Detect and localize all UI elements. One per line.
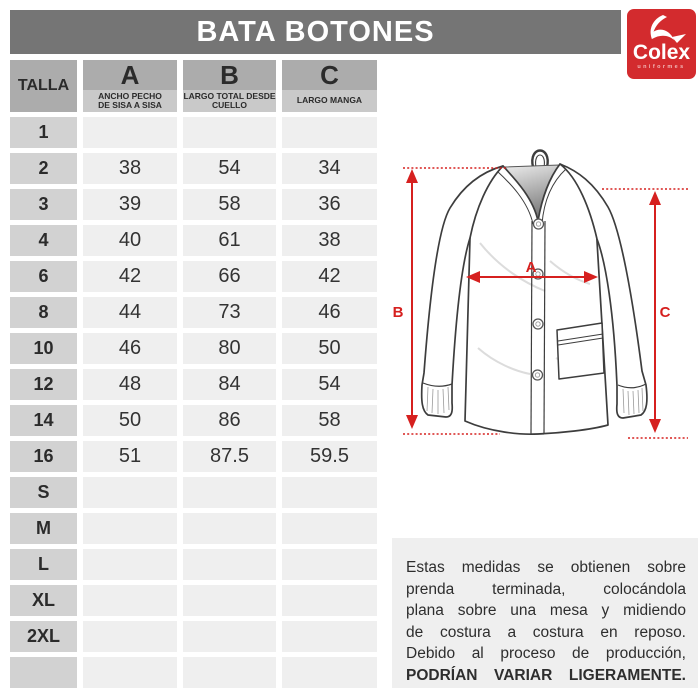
size-cell: 1 (10, 117, 77, 148)
pocket (557, 323, 604, 379)
column-letter-a: A (83, 60, 177, 90)
measure-cell-b (183, 477, 276, 508)
column-header-b (183, 60, 276, 112)
column-sublabel-b-line2: CUELLO (212, 100, 247, 110)
button (533, 319, 543, 329)
measure-cell-c: 38 (282, 225, 377, 256)
size-cell: S (10, 477, 77, 508)
measure-cell-a (83, 117, 177, 148)
note-line: de costura a costura en reposo. (406, 623, 686, 641)
measure-cell-b (183, 621, 276, 652)
garment-diagram (390, 133, 700, 455)
button (534, 219, 544, 229)
column-sublabel-c (282, 90, 377, 112)
measure-cell-b: 87.5 (183, 441, 276, 472)
size-cell: 16 (10, 441, 77, 472)
measure-cell-b: 58 (183, 189, 276, 220)
measure-arrow-b (406, 169, 418, 429)
measure-cell-b: 84 (183, 369, 276, 400)
measure-cell-c: 54 (282, 369, 377, 400)
measure-cell-c (282, 657, 377, 688)
measure-label-b: B (392, 304, 404, 321)
column-sublabel-a-line1: ANCHO PECHO (98, 90, 162, 101)
measure-cell-b (183, 513, 276, 544)
measure-cell-b (183, 657, 276, 688)
column-sublabel-c-line1: LARGO MANGA (296, 95, 363, 106)
measure-cell-b (183, 585, 276, 616)
note-line-emphasis: PODRÍAN VARIAR LIGERAMENTE. (406, 666, 686, 684)
column-letter-b: B (183, 60, 276, 90)
measure-cell-c (282, 477, 377, 508)
colex-logo (627, 9, 696, 79)
note-line: plana sobre una mesa y midiendo (406, 602, 686, 619)
title-bar (10, 10, 621, 54)
measure-cell-a (83, 657, 177, 688)
brand-tagline: uniformes (637, 64, 686, 70)
measure-cell-b (183, 117, 276, 148)
measure-cell-b: 86 (183, 405, 276, 436)
size-cell: 4 (10, 225, 77, 256)
size-cell: 14 (10, 405, 77, 436)
size-cell: 6 (10, 261, 77, 292)
measure-cell-b: 61 (183, 225, 276, 256)
measure-cell-b: 54 (183, 153, 276, 184)
size-cell (10, 657, 77, 688)
button (533, 370, 543, 380)
column-sublabel-b (183, 90, 276, 112)
measure-cell-a: 38 (83, 153, 177, 184)
size-cell: XL (10, 585, 77, 616)
measure-cell-c: 46 (282, 297, 377, 328)
measure-cell-c (282, 621, 377, 652)
size-cell: 8 (10, 297, 77, 328)
page-title: BATA BOTONES (196, 15, 435, 48)
measure-cell-b (183, 549, 276, 580)
measure-cell-c (282, 585, 377, 616)
measure-cell-a (83, 513, 177, 544)
column-sublabel-b-line1: LARGO TOTAL DESDE (183, 90, 276, 101)
measure-cell-b: 73 (183, 297, 276, 328)
size-cell: 3 (10, 189, 77, 220)
measure-cell-a: 44 (83, 297, 177, 328)
column-sublabel-a (83, 90, 177, 112)
column-letter-c: C (282, 60, 377, 90)
measure-cell-a: 51 (83, 441, 177, 472)
measure-cell-a: 46 (83, 333, 177, 364)
measure-cell-c: 34 (282, 153, 377, 184)
size-table (10, 60, 377, 688)
measure-cell-a (83, 621, 177, 652)
measure-cell-a: 39 (83, 189, 177, 220)
measure-cell-a: 48 (83, 369, 177, 400)
measure-cell-c (282, 117, 377, 148)
measure-cell-c: 50 (282, 333, 377, 364)
column-header-a (83, 60, 177, 112)
measure-label-a: A (525, 259, 537, 276)
measure-cell-c: 36 (282, 189, 377, 220)
measure-cell-c (282, 513, 377, 544)
note-line: prenda terminada, colocándola (406, 580, 686, 598)
measure-cell-b: 66 (183, 261, 276, 292)
talla-header: TALLA (10, 60, 77, 112)
size-cell: L (10, 549, 77, 580)
measure-cell-a: 50 (83, 405, 177, 436)
measure-cell-b: 80 (183, 333, 276, 364)
size-cell: 2XL (10, 621, 77, 652)
measure-cell-a: 42 (83, 261, 177, 292)
column-sublabel-a-line2: DE SISA A SISA (98, 100, 162, 110)
size-cell: M (10, 513, 77, 544)
measure-cell-a (83, 585, 177, 616)
measure-cell-a: 40 (83, 225, 177, 256)
hanging-loop (532, 151, 547, 168)
measure-label-c: C (659, 304, 671, 321)
measurement-note (392, 538, 698, 688)
size-cell: 12 (10, 369, 77, 400)
note-line: Estas medidas se obtienen sobre (406, 559, 686, 576)
measure-cell-c (282, 549, 377, 580)
measure-cell-c: 59.5 (282, 441, 377, 472)
brand-name: Colex (632, 41, 691, 64)
measure-cell-c: 58 (282, 405, 377, 436)
size-cell: 10 (10, 333, 77, 364)
measure-cell-a (83, 549, 177, 580)
note-line: Debido al proceso de producción, (406, 645, 686, 662)
size-cell: 2 (10, 153, 77, 184)
column-header-c (282, 60, 377, 112)
measure-cell-a (83, 477, 177, 508)
measure-cell-c: 42 (282, 261, 377, 292)
